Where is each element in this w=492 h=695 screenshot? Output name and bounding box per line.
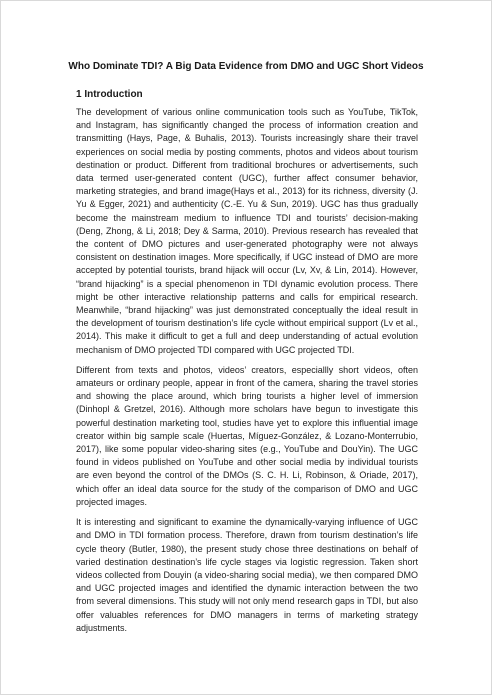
paragraph-2: Different from texts and photos, videos’ creators, especiallly short videos, often amateurs or ordinary people, appear in front of the camera, sharing the travel stories and showing the place around, which bring tourists a higher level of immersion (Dinhopl & Gretzel, 2016). Although more scholars have begun to investigate this powerful destination marketing tool, studies have yet to explore this influential image creator within big sample scale (Huertas, Míguez-González, & Lozano-Monterrubio, 2017), like some popular video-sharing sites (e.g., YouTube and DouYin). The UGC found in videos published on YouTube and other social media by individual tourists are even beyond the control of the DMOs (S. C. H. Li, Robinson, & Oriade, 2017), which offer an ideal data source for the study of the comparison of DMO and UGC projected images.	[76, 364, 418, 507]
body-text	[76, 106, 418, 642]
paragraph-3: It is interesting and significant to examine the dynamically-varying influence of UGC and DMO in TDI formation process. Therefore, drawn from tourism destination’s life cycle theory (Butler, 1980), the present study chose three destinations on behalf of varied destination destination’s life cycle stages via logistic regression. Taken short videos collected from Douyin (a video-sharing social media), we then compared DMO and UGC projected images and identified the dynamic interaction between the two from several dimensions. This study will not only mend research gaps in TDI, but also offer valuables references for DMO managers in terms of marketing strategy adjustments.	[76, 517, 418, 633]
paper-title: Who Dominate TDI? A Big Data Evidence from DMO and UGC Short Videos	[68, 61, 424, 72]
section-heading: 1 Introduction	[76, 89, 143, 100]
paragraph-1: The development of various online communication tools such as YouTube, TikTok, and Instagram, has significantly changed the process of information creation and transmitting (Hays, Page, & Buhalis, 2013). Tourists increasingly share their travel experiences on social media by posting comments, photos and videos about tourism destination or product. Different from traditional brochures or advertisements, such data termed user-generated content (UGC), further affect consumer behavior, marketing strategies, and brand image(Hays et al., 2013) for its richness, diversity (J. Yu & Egger, 2021) and authenticity (C.-E. Yu & Sun, 2019). UGC has thus gradually become the mainstream medium to influence TDI and tourists’ decision-making (Deng, Zhong, & Li, 2018; Dey & Sarma, 2010). Previous research has revealed that the content of DMO pictures and user-generated photography were not always consistent on destination images. More specifically, if UGC instead of DMO are more accepted by potential tourists, brand hijack will occur (Lv, Xv, & Lin, 2014). However, “brand hijacking” is a special phenomenon in TDI dynamic evolution process. There might be other interactive relationship patterns and calls for empirical research. Meanwhile, “brand hijacking” was just demonstrated conceptually the ideal result in the development of tourism destination’s life cycle without empirical support (Lv et al., 2014). This make it difficult to get a full and deep understanding of actual evolution mechanism of DMO projected TDI compared with UGC projected TDI.	[76, 107, 418, 355]
